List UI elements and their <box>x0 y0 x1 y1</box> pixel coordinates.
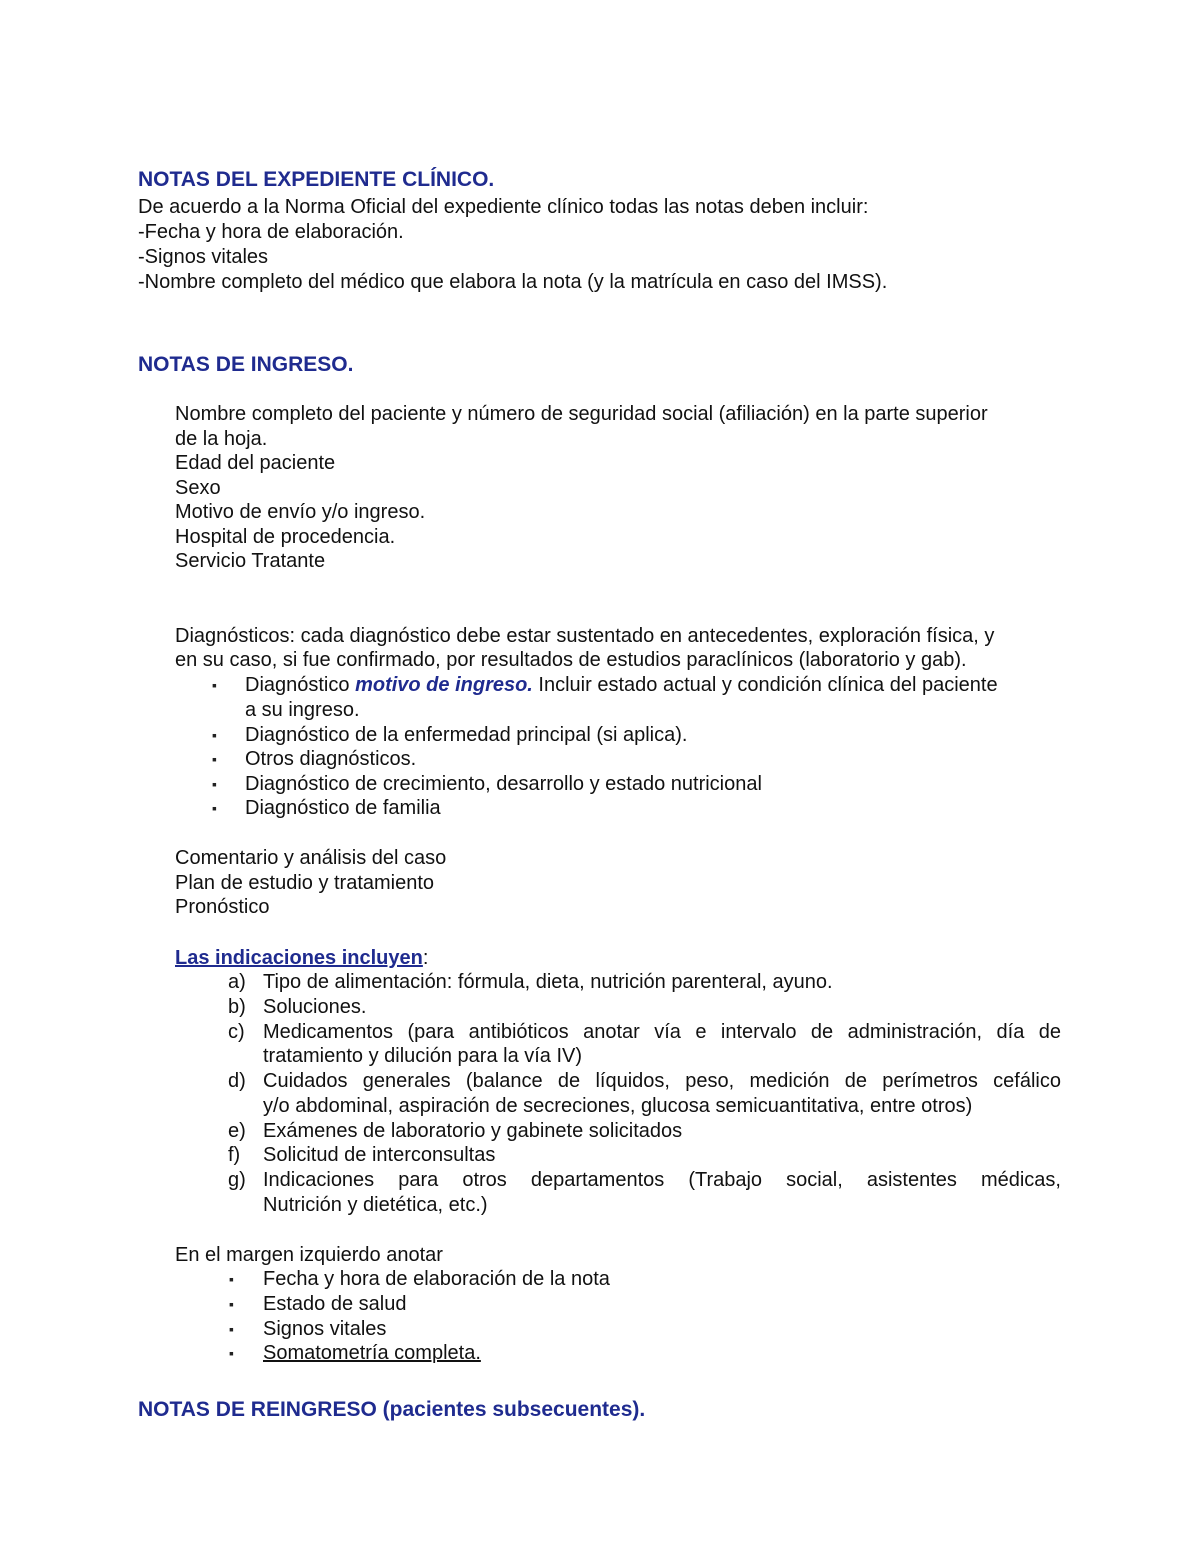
margen-item: Somatometría completa. <box>263 1342 481 1364</box>
diagnostico-prefix: Diagnóstico <box>245 674 356 696</box>
bullet-icon: ▪ <box>212 776 217 792</box>
motivo-ingreso-emphasis: motivo de ingreso. <box>355 674 533 696</box>
bullet-icon: ▪ <box>212 800 217 816</box>
diagnosticos-intro: en su caso, si fue confirmado, por resultados de estudios paraclínicos (laboratorio y gab). <box>175 649 967 671</box>
requirement-line: -Signos vitales <box>138 246 269 268</box>
indicacion-item: Medicamentos (para antibióticos anotar vía e intervalo de administración, día de <box>263 1021 1061 1043</box>
indicacion-item: Soluciones. <box>263 996 367 1018</box>
diagnostico-suffix: Incluir estado actual y condición clínica del paciente <box>532 674 998 696</box>
ingreso-item: de la hoja. <box>175 428 268 450</box>
ingreso-item: Servicio Tratante <box>175 550 326 572</box>
indicacion-letter: a) <box>228 971 246 993</box>
requirement-line: -Fecha y hora de elaboración. <box>138 221 404 243</box>
section-title-expediente: NOTAS DEL EXPEDIENTE CLÍNICO. <box>138 168 495 191</box>
ingreso-item: Edad del paciente <box>175 452 336 474</box>
indicacion-letter: c) <box>228 1021 245 1043</box>
diagnostico-item: Otros diagnósticos. <box>245 748 417 770</box>
diagnostico-item: Diagnóstico de familia <box>245 797 441 819</box>
indicacion-item-cont: Nutrición y dietética, etc.) <box>263 1194 488 1216</box>
margen-item: Fecha y hora de elaboración de la nota <box>263 1268 610 1290</box>
indicacion-letter: e) <box>228 1120 246 1142</box>
margen-item: Estado de salud <box>263 1293 407 1315</box>
indicacion-item: Tipo de alimentación: fórmula, dieta, nutrición parenteral, ayuno. <box>263 971 833 993</box>
margen-heading: En el margen izquierdo anotar <box>175 1244 443 1266</box>
indicacion-letter: d) <box>228 1070 246 1092</box>
indicacion-letter: b) <box>228 996 246 1018</box>
intro-line: De acuerdo a la Norma Oficial del expediente clínico todas las notas deben incluir: <box>138 196 869 218</box>
diagnostico-item <box>245 673 998 698</box>
bullet-icon: ▪ <box>229 1271 234 1287</box>
indicacion-letter: g) <box>228 1169 246 1191</box>
indicacion-item: Cuidados generales (balance de líquidos, peso, medición de perímetros cefálico <box>263 1070 1061 1092</box>
bullet-icon: ▪ <box>229 1345 234 1361</box>
analysis-line: Pronóstico <box>175 896 270 918</box>
section-title-reingreso: NOTAS DE REINGRESO (pacientes subsecuentes). <box>138 1398 646 1421</box>
diagnostico-item: Diagnóstico de la enfermedad principal (si aplica). <box>245 724 688 746</box>
ingreso-item: Motivo de envío y/o ingreso. <box>175 501 426 523</box>
margen-item: Signos vitales <box>263 1318 387 1340</box>
bullet-icon: ▪ <box>212 751 217 767</box>
ingreso-item: Nombre completo del paciente y número de seguridad social (afiliación) en la parte superior <box>175 403 988 425</box>
diagnosticos-intro: Diagnósticos: cada diagnóstico debe estar sustentado en antecedentes, exploración física, y <box>175 625 995 647</box>
analysis-line: Plan de estudio y tratamiento <box>175 872 435 894</box>
indicacion-item-cont: y/o abdominal, aspiración de secreciones, glucosa semicuantitativa, entre otros) <box>263 1095 973 1117</box>
bullet-icon: ▪ <box>212 677 217 693</box>
bullet-icon: ▪ <box>229 1296 234 1312</box>
diagnostico-item: Diagnóstico de crecimiento, desarrollo y estado nutricional <box>245 773 762 795</box>
section-title-ingreso: NOTAS DE INGRESO. <box>138 353 354 376</box>
indicacion-item: Exámenes de laboratorio y gabinete solicitados <box>263 1120 683 1142</box>
indicaciones-heading <box>175 946 428 971</box>
ingreso-item: Hospital de procedencia. <box>175 526 396 548</box>
bullet-icon: ▪ <box>212 727 217 743</box>
indicaciones-title: Las indicaciones incluyen <box>175 947 423 969</box>
diagnostico-item-cont: a su ingreso. <box>245 699 360 721</box>
indicacion-item-cont: tratamiento y dilución para la vía IV) <box>263 1045 583 1067</box>
indicacion-letter: f) <box>228 1144 241 1166</box>
requirement-line: -Nombre completo del médico que elabora la nota (y la matrícula en caso del IMSS). <box>138 271 888 293</box>
bullet-icon: ▪ <box>229 1321 234 1337</box>
analysis-line: Comentario y análisis del caso <box>175 847 447 869</box>
indicacion-item: Solicitud de interconsultas <box>263 1144 496 1166</box>
indicaciones-colon: : <box>422 947 429 969</box>
indicacion-item: Indicaciones para otros departamentos (Trabajo social, asistentes médicas, <box>263 1169 1061 1191</box>
ingreso-item: Sexo <box>175 477 221 499</box>
